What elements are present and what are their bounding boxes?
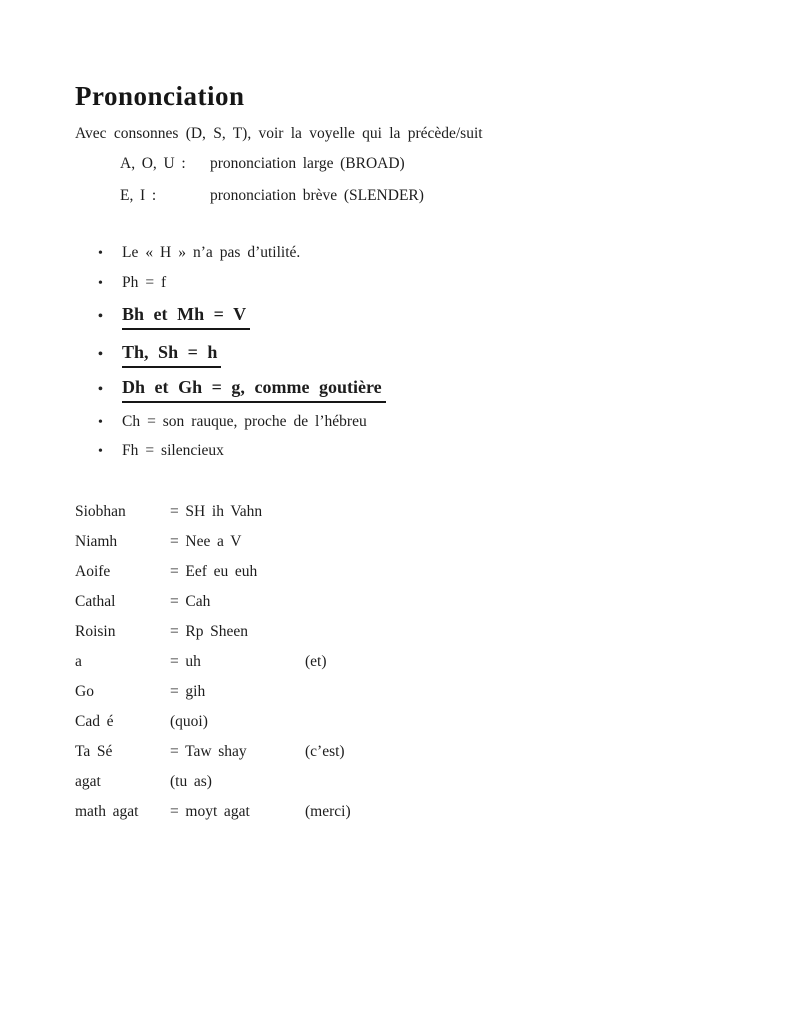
bullet-text: Dh et Gh = g, comme goutière: [122, 377, 386, 403]
vowel-rule-slender: [120, 187, 424, 205]
glossary-row: [75, 557, 575, 587]
bullet-item: [98, 377, 386, 403]
glossary-pronunciation: (tu as): [170, 773, 212, 790]
glossary-row: [75, 707, 575, 737]
glossary-table: [75, 497, 575, 827]
vowel-rule-label: A, O, U :: [120, 155, 186, 172]
glossary-note: [305, 617, 575, 647]
glossary-term: Cathal: [75, 593, 116, 610]
glossary-pronunciation: = Rp Sheen: [170, 623, 249, 640]
glossary-note: (merci): [305, 803, 351, 820]
glossary-term: Aoife: [75, 563, 111, 580]
glossary-pronunciation: = Taw shay: [170, 743, 247, 760]
glossary-pronunciation: = uh: [170, 653, 201, 670]
bullet-item: [98, 342, 221, 368]
bullet-text: Le « H » n’a pas d’utilité.: [122, 244, 301, 261]
glossary-pronunciation: = moyt agat: [170, 803, 250, 820]
glossary-term: a: [75, 653, 82, 670]
bullet-item: [98, 304, 250, 330]
bullet-item: [98, 413, 367, 431]
glossary-term: Siobhan: [75, 503, 126, 520]
bullet-item: [98, 442, 224, 460]
glossary-row: [75, 737, 575, 767]
bullet-text: Bh et Mh = V: [122, 304, 250, 330]
bullet-dot-icon: •: [98, 276, 103, 291]
glossary-row: [75, 587, 575, 617]
bullet-text: Ch = son rauque, proche de l’hébreu: [122, 413, 367, 430]
bullet-item: [98, 244, 300, 262]
glossary-term: Niamh: [75, 533, 118, 550]
glossary-note: (et): [305, 653, 327, 670]
bullet-dot-icon: •: [98, 382, 103, 397]
bullet-dot-icon: •: [98, 309, 103, 324]
glossary-pronunciation: (quoi): [170, 713, 208, 730]
glossary-term: Roisin: [75, 623, 116, 640]
vowel-rule-text: prononciation brève (SLENDER): [210, 187, 424, 204]
bullet-dot-icon: •: [98, 444, 103, 459]
glossary-row: [75, 527, 575, 557]
bullet-dot-icon: •: [98, 347, 103, 362]
page-title: Prononciation: [75, 81, 245, 111]
glossary-pronunciation: = Cah: [170, 593, 211, 610]
bullet-dot-icon: •: [98, 246, 103, 261]
bullet-text: Th, Sh = h: [122, 342, 221, 368]
bullet-text: Fh = silencieux: [122, 442, 224, 459]
intro-text: Avec consonnes (D, S, T), voir la voyelle qui la précède/suit: [75, 125, 483, 142]
vowel-rule-text: prononciation large (BROAD): [210, 155, 405, 172]
glossary-note: [305, 587, 575, 617]
glossary-note: [305, 497, 575, 527]
glossary-term: Ta Sé: [75, 743, 113, 760]
vowel-rule-label: E, I :: [120, 187, 157, 204]
glossary-row: [75, 677, 575, 707]
glossary-pronunciation: = SH ih Vahn: [170, 503, 263, 520]
glossary-row: [75, 617, 575, 647]
vowel-rule-broad: [120, 155, 405, 173]
glossary-pronunciation: = gih: [170, 683, 206, 700]
glossary-note: [305, 677, 575, 707]
glossary-row: [75, 797, 575, 827]
glossary-row: [75, 647, 575, 677]
glossary-note: (c’est): [305, 743, 345, 760]
glossary-pronunciation: = Nee a V: [170, 533, 242, 550]
glossary-term: Cad é: [75, 713, 114, 730]
glossary-term: math agat: [75, 803, 139, 820]
glossary-note: [305, 767, 575, 797]
glossary-row: [75, 767, 575, 797]
bullet-dot-icon: •: [98, 415, 103, 430]
glossary-row: [75, 497, 575, 527]
bullet-text: Ph = f: [122, 274, 167, 291]
glossary-note: [305, 707, 575, 737]
glossary-note: [305, 557, 575, 587]
glossary-note: [305, 527, 575, 557]
glossary-pronunciation: = Eef eu euh: [170, 563, 258, 580]
glossary-term: agat: [75, 773, 101, 790]
bullet-item: [98, 274, 166, 292]
glossary-term: Go: [75, 683, 94, 700]
